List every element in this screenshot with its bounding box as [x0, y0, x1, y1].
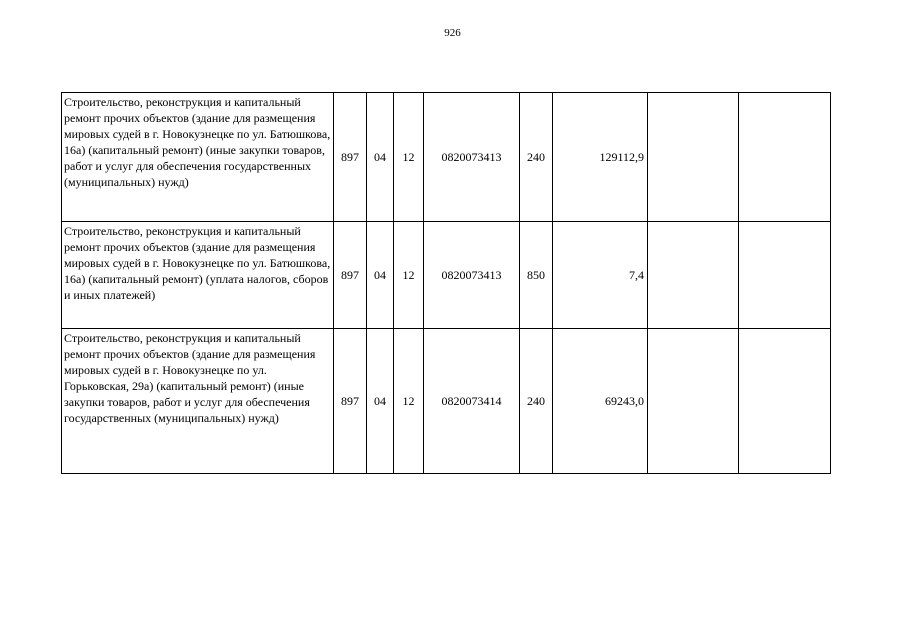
cell-empty [739, 222, 831, 329]
cell-description: Строительство, реконструкция и капитальный ремонт прочих объектов (здание для размещения мировых судей в г. Новокузнецке по ул. Батюшкова, 16а) (капитальный ремонт) (иные закупки товаров, работ и услуг для обеспечения государственных (муниципальных) нужд) [62, 93, 334, 222]
table-row [62, 329, 831, 474]
cell-target-article: 0820073413 [424, 222, 520, 329]
cell-amount: 129112,9 [553, 93, 648, 222]
cell-description: Строительство, реконструкция и капитальный ремонт прочих объектов (здание для размещения мировых судей в г. Новокузнецке по ул. Батюшкова, 16а) (капитальный ремонт) (уплата налогов, сборов и иных платежей) [62, 222, 334, 329]
cell-subsection: 12 [394, 329, 424, 474]
table-row [62, 93, 831, 222]
cell-subsection: 12 [394, 222, 424, 329]
cell-description: Строительство, реконструкция и капитальный ремонт прочих объектов (здание для размещения мировых судей в г. Новокузнецке по ул. Горьковская, 29а) (капитальный ремонт) (иные закупки товаров, работ и услуг для обеспечения государственных (муниципальных) нужд) [62, 329, 334, 474]
budget-table [61, 92, 831, 474]
cell-ministry: 897 [334, 93, 367, 222]
cell-expense-type: 240 [520, 93, 553, 222]
table-row [62, 222, 831, 329]
cell-empty [648, 329, 739, 474]
cell-empty [739, 329, 831, 474]
cell-empty [739, 93, 831, 222]
cell-ministry: 897 [334, 329, 367, 474]
cell-target-article: 0820073414 [424, 329, 520, 474]
cell-empty [648, 93, 739, 222]
page-number: 926 [444, 27, 461, 39]
cell-expense-type: 850 [520, 222, 553, 329]
cell-section: 04 [367, 93, 394, 222]
cell-empty [648, 222, 739, 329]
cell-amount: 69243,0 [553, 329, 648, 474]
cell-target-article: 0820073413 [424, 93, 520, 222]
cell-amount: 7,4 [553, 222, 648, 329]
cell-expense-type: 240 [520, 329, 553, 474]
cell-section: 04 [367, 329, 394, 474]
cell-section: 04 [367, 222, 394, 329]
cell-subsection: 12 [394, 93, 424, 222]
cell-ministry: 897 [334, 222, 367, 329]
